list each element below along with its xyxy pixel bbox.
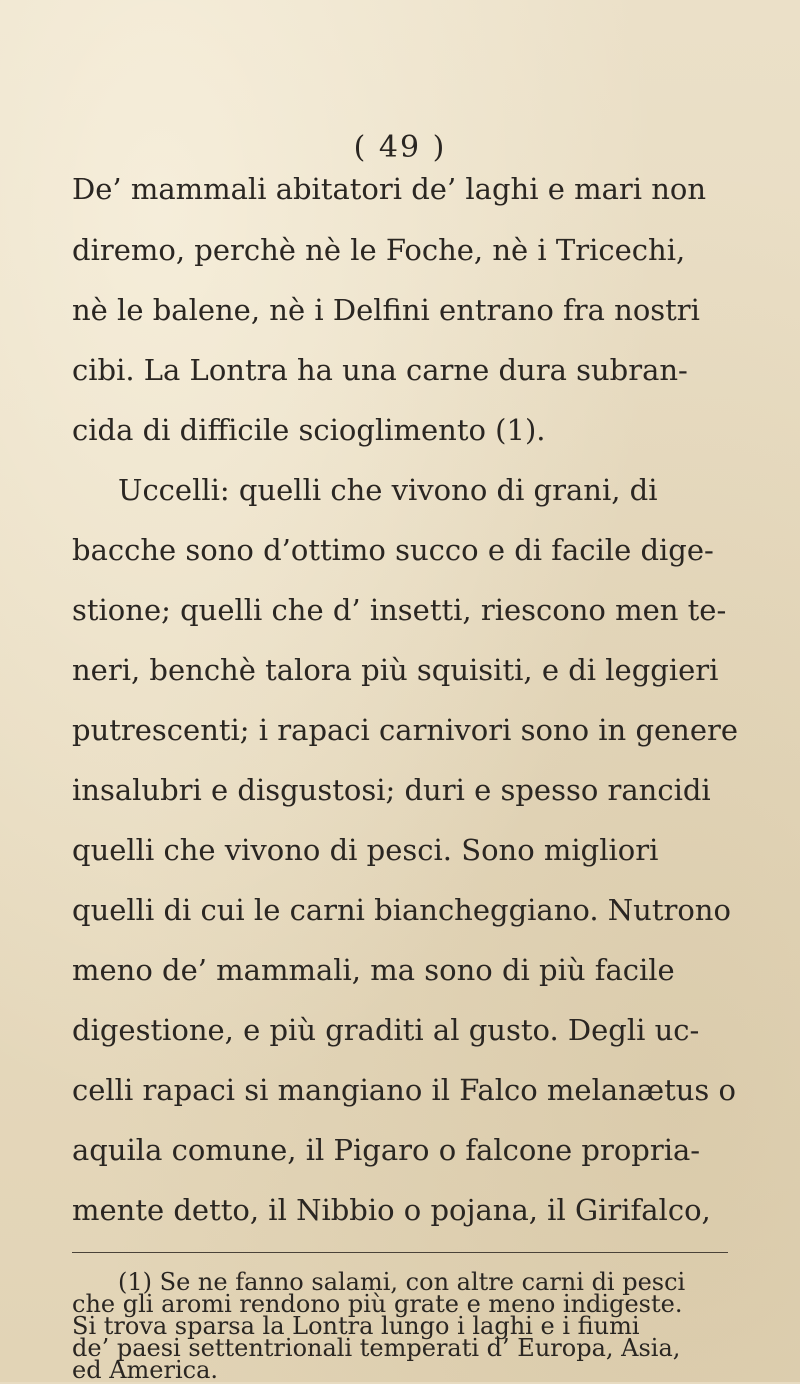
body-line-2: diremo, perchè nè le Foche, nè i Tricechi, [72,233,686,267]
body-line-14: meno de’ mammali, ma sono di più facile [72,953,675,987]
body-line-9: neri, benchè talora più squisiti, e di leggieri [72,653,719,687]
body-line-15: digestione, e più graditi al gusto. Degli uc- [72,1013,700,1047]
footnote-line-4: de’ paesi settentrionali temperati d’ Europa, Asia, [72,1334,681,1362]
body-line-18: mente detto, il Nibbio o pojana, il Girifalco, [72,1193,711,1227]
page-number: ( 49 ) [353,130,447,165]
body-line-17: aquila comune, il Pigaro o falcone propria- [72,1133,701,1167]
footnote-line-2: che gli aromi rendono più grate e meno indigeste. [72,1290,683,1318]
body-line-6: Uccelli: quelli che vivono di grani, di [118,473,658,507]
body-line-16: celli rapaci si mangiano il Falco melanætus o [72,1073,736,1107]
footnote-line-3: Si trova sparsa la Lontra lungo i laghi e i fiumi [72,1312,640,1340]
body-line-1: De’ mammali abitatori de’ laghi e mari non [72,172,707,206]
body-line-11: insalubri e disgustosi; duri e spesso rancidi [72,773,711,807]
footnote-line-5: ed America. [72,1356,219,1384]
body-line-4: cibi. La Lontra ha una carne dura subran- [72,353,688,387]
body-line-8: stione; quelli che d’ insetti, riescono men te- [72,593,727,627]
body-line-13: quelli di cui le carni biancheggiano. Nutrono [72,893,731,927]
footnote-rule [72,1252,728,1253]
body-line-5: cida di difficile scioglimento (1). [72,413,546,447]
footnote-line-1: (1) Se ne fanno salami, con altre carni di pesci [118,1268,686,1296]
body-line-7: bacche sono d’ottimo succo e di facile dige- [72,533,714,567]
body-line-3: nè le balene, nè i Delfini entrano fra nostri [72,293,700,327]
body-line-10: putrescenti; i rapaci carnivori sono in genere [72,713,739,747]
body-line-12: quelli che vivono di pesci. Sono migliori [72,833,659,867]
